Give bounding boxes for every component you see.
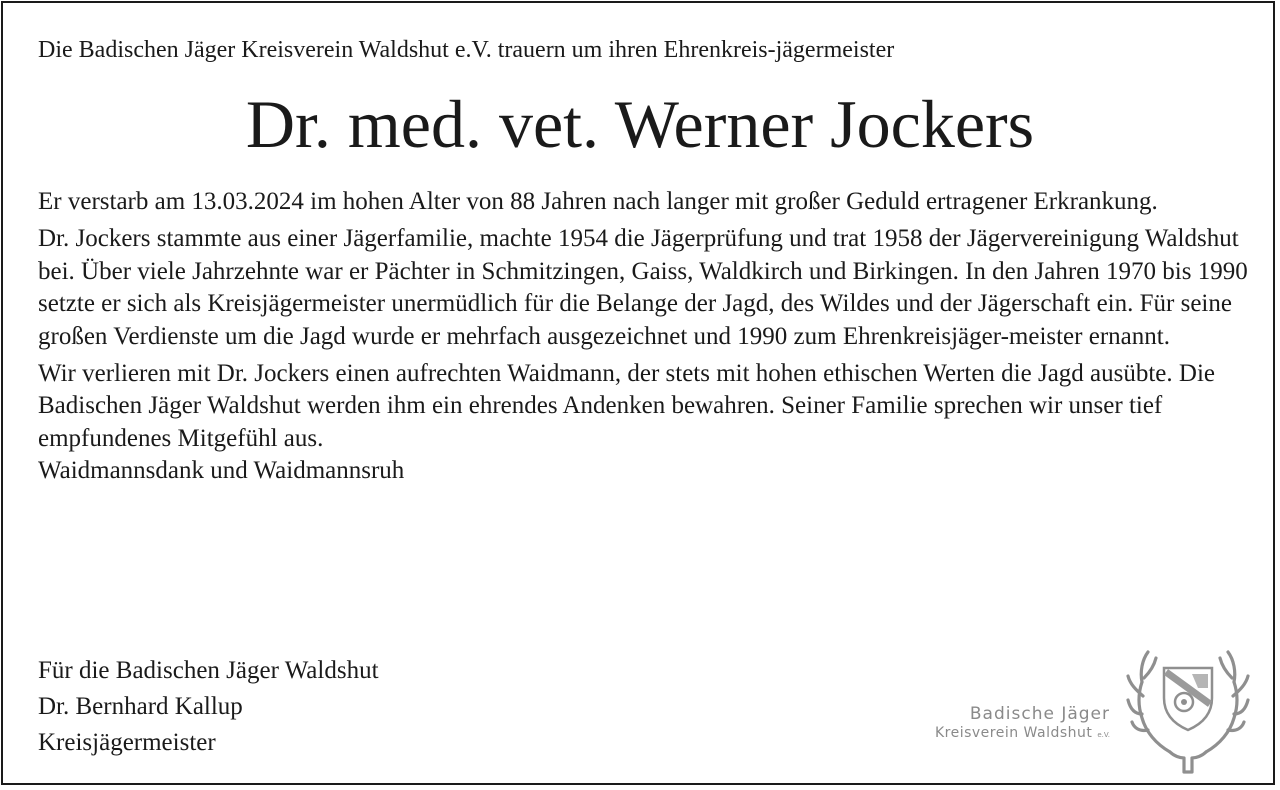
logo-ev: e.V. <box>1097 731 1110 739</box>
paragraph-farewell: Waidmannsdank und Waidmannsruh <box>38 457 405 485</box>
paragraph-tribute: Wir verlieren mit Dr. Jockers einen aufrechten Waidmann, der stets mit hohen ethischen Werten die Jagd ausübte. Die Badischen Jäger Waldshut werden ihm ein ehrendes Andenken bewahren. Seiner Familie sprechen wir unser tief empfundenes Mitgefühl aus. <box>38 360 1216 452</box>
club-logo <box>920 648 1260 780</box>
deceased-name: Dr. med. vet. Werner Jockers <box>245 86 1035 162</box>
signature-block <box>38 653 379 761</box>
paragraph-death: Er verstarb am 13.03.2024 im hohen Alter von 88 Jahren nach langer mit großer Geduld ertragener Erkrankung. <box>38 188 1158 215</box>
signature-person: Dr. Bernhard Kallup <box>38 693 243 720</box>
signature-org: Für die Badischen Jäger Waldshut <box>38 657 379 684</box>
logo-subname <box>935 724 1110 744</box>
notice-header: Die Badischen Jäger Kreisverein Waldshut e.V. trauern um ihren Ehrenkreis-jägermeister <box>38 37 895 63</box>
notice-body <box>38 186 1248 493</box>
antler-crest-icon <box>1126 648 1250 774</box>
paragraph-biography: Dr. Jockers stammte aus einer Jägerfamilie, machte 1954 die Jägerprüfung und trat 1958 der Jägervereinigung Waldshut bei. Über viele Jahrzehnte war er Pächter in Schmitzingen, Gaiss, Waldkirch und Birkingen. In den Jahren 1970 bis 1990 setzte er sich als Kreisjägermeister unermüdlich für die Belange der Jagd, des Wildes und der Jägerschaft ein. Für seine großen Verdienste um die Jagd wurde er mehrfach ausgezeichnet und 1990 zum Ehrenkreisjäger-meister ernannt. <box>38 225 1248 350</box>
logo-name: Badische Jäger <box>969 704 1110 724</box>
signature-role: Kreisjägermeister <box>38 729 216 756</box>
logo-subname-text: Kreisverein Waldshut <box>934 725 1093 741</box>
logo-text <box>935 704 1110 744</box>
